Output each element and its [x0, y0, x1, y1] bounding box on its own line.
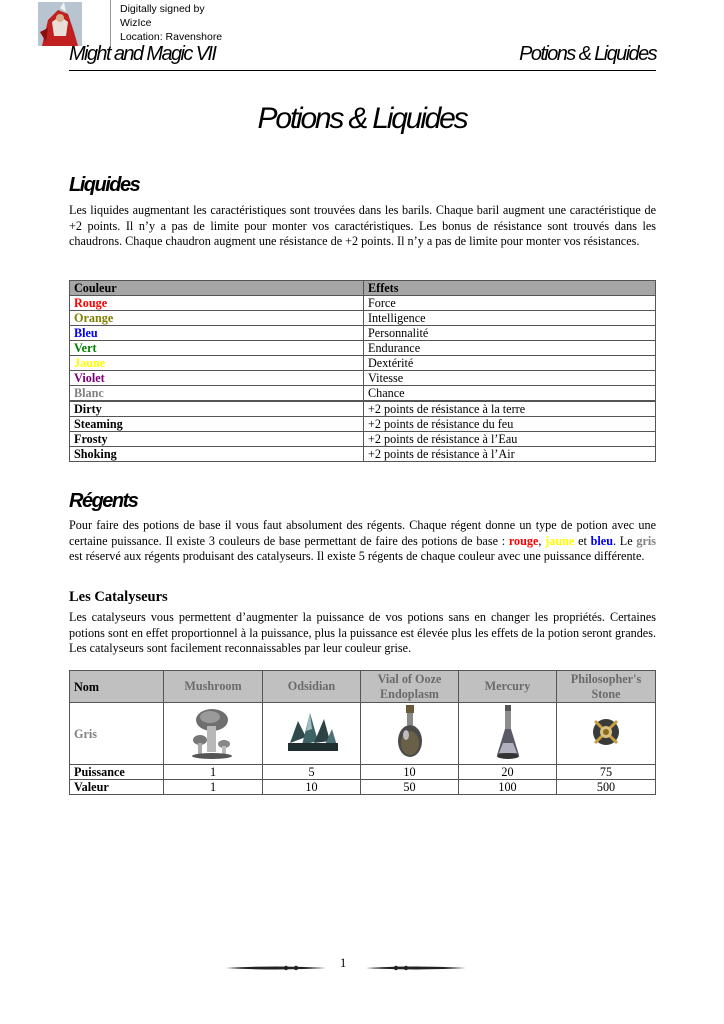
column-header-stone: Philosopher's Stone [557, 671, 656, 703]
resist-cell: Shoking [70, 447, 364, 462]
column-header-effets: Effets [364, 281, 656, 296]
table-header-row [70, 281, 656, 296]
column-header-couleur: Couleur [70, 281, 364, 296]
signature-logo [38, 2, 82, 46]
effect-cell: +2 points de résistance à la terre [364, 401, 656, 417]
color-cell: Blanc [70, 386, 364, 402]
signature-divider [110, 0, 111, 48]
column-header-nom: Nom [70, 671, 164, 703]
puissance-cell: 20 [459, 765, 557, 780]
effect-cell: +2 points de résistance à l’Eau [364, 432, 656, 447]
catalyseurs-paragraph: Les catalyseurs vous permettent d’augmenter la puissance de vos potions sans en changer les propriétés. Certaines potions sont en effet proportionnel à la puissance, plus la puissance est élevée plus les effets de la potion seront grandes. Les catalyseurs sont facilement reconnaissables par leur couleur grise. [69, 610, 656, 656]
resist-cell: Frosty [70, 432, 364, 447]
mercury-flask-icon [459, 703, 557, 765]
comma-text: , [538, 533, 546, 548]
table-row [70, 341, 656, 356]
header-game-title: Might and Magic VII [69, 43, 216, 65]
table-row [70, 296, 656, 311]
jaune-word: jaune [545, 533, 575, 548]
puissance-cell: 10 [361, 765, 459, 780]
signature-line: Digitally signed by [120, 3, 205, 15]
bleu-word: bleu [590, 533, 613, 548]
puissance-cell: 5 [263, 765, 361, 780]
puissance-cell: 75 [557, 765, 656, 780]
valeur-cell: 1 [164, 780, 263, 795]
column-header-mushroom: Mushroom [164, 671, 263, 703]
table-row [70, 417, 656, 432]
resist-cell: Steaming [70, 417, 364, 432]
color-cell: Orange [70, 311, 364, 326]
mushroom-icon [164, 703, 263, 765]
effect-cell: Intelligence [364, 311, 656, 326]
subheading-catalyseurs: Les Catalyseurs [69, 589, 168, 605]
table-row [70, 356, 656, 371]
color-cell: Jaune [70, 356, 364, 371]
signature-line: WizIce [120, 17, 152, 29]
section-heading-liquides: Liquides [69, 174, 140, 196]
section-heading-regents: Régents [69, 490, 138, 512]
header-doc-title: Potions & Liquides [519, 43, 656, 65]
table-row [70, 780, 656, 795]
effect-cell: +2 points de résistance à l’Air [364, 447, 656, 462]
regents-text: est réservé aux régents produisant des catalyseurs. Il existe 5 régents de chaque couleur avec une puissance différente. [69, 549, 645, 564]
liquides-paragraph: Les liquides augmentant les caractéristiques sont trouvées dans les barils. Chaque baril augment une caractéristique de +2 points. Il n’y a pas de limite pour monter vos caractéristiques. Les bonus de résistance sont trouvés dans les chaudrons. Chaque chaudron augment une résistance de +2 points. Il n’y a pas de limite pour monter vos résistances. [69, 203, 656, 249]
row-label-gris: Gris [70, 703, 164, 765]
effect-cell: Endurance [364, 341, 656, 356]
table-row [70, 432, 656, 447]
liquides-table [69, 280, 656, 462]
row-label-valeur: Valeur [70, 780, 164, 795]
valeur-cell: 500 [557, 780, 656, 795]
color-cell: Rouge [70, 296, 364, 311]
ooze-vial-icon [361, 703, 459, 765]
signature-line: Location: Ravenshore [120, 31, 223, 43]
rouge-word: rouge [508, 533, 539, 548]
table-row [70, 703, 656, 765]
le-text: . Le [612, 533, 637, 548]
effect-cell: Chance [364, 386, 656, 402]
table-row [70, 447, 656, 462]
table-row [70, 371, 656, 386]
resist-cell: Dirty [70, 401, 364, 417]
table-row [70, 326, 656, 341]
effect-cell: +2 points de résistance du feu [364, 417, 656, 432]
regents-paragraph [69, 518, 656, 565]
column-header-mercury: Mercury [459, 671, 557, 703]
table-row [70, 401, 656, 417]
header-rule [69, 70, 656, 71]
color-cell: Vert [70, 341, 364, 356]
table-row [70, 311, 656, 326]
table-row [70, 386, 656, 402]
gris-word: gris [636, 533, 657, 548]
valeur-cell: 50 [361, 780, 459, 795]
page-number: 1 [340, 956, 347, 970]
signature-text [120, 2, 222, 44]
obsidian-crystal-icon [263, 703, 361, 765]
valeur-cell: 10 [263, 780, 361, 795]
footer-ornament-left [226, 960, 336, 970]
color-cell: Violet [70, 371, 364, 386]
column-header-vial: Vial of Ooze Endoplasm [361, 671, 459, 703]
effect-cell: Personnalité [364, 326, 656, 341]
valeur-cell: 100 [459, 780, 557, 795]
footer-ornament-right [356, 960, 466, 970]
et-text: et [574, 533, 591, 548]
color-cell: Bleu [70, 326, 364, 341]
row-label-puissance: Puissance [70, 765, 164, 780]
effect-cell: Vitesse [364, 371, 656, 386]
column-header-odsidian: Odsidian [263, 671, 361, 703]
table-header-row [70, 671, 656, 703]
effect-cell: Dextérité [364, 356, 656, 371]
table-row [70, 765, 656, 780]
philosophers-stone-icon [557, 703, 656, 765]
regents-text: Pour faire des potions de base il vous faut absolument des régents. Chaque régent donne un type de potion avec une certaine puissance. Il existe 3 couleurs de base permettant de faire des potions de base : [69, 518, 656, 548]
effect-cell: Force [364, 296, 656, 311]
page-title: Potions & Liquides [257, 102, 467, 135]
catalyseurs-table [69, 670, 656, 795]
puissance-cell: 1 [164, 765, 263, 780]
